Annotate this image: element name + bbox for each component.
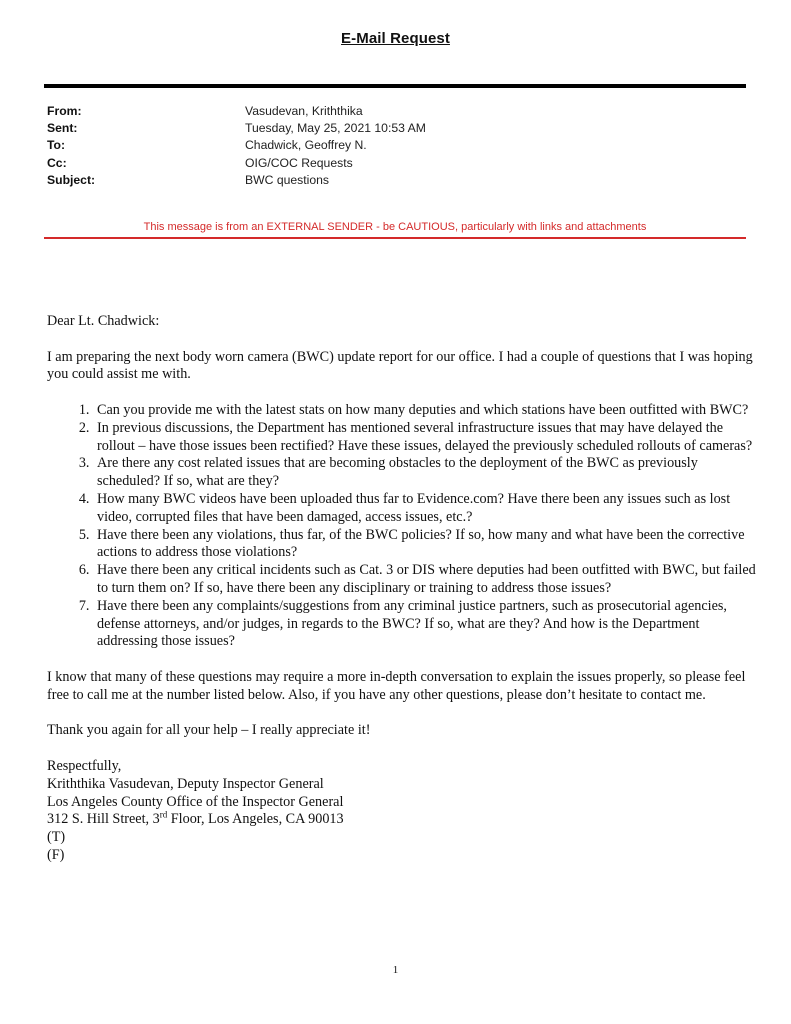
signature-salutation: Respectfully, — [47, 757, 122, 774]
thanks-line: Thank you again for all your help – I really appreciate it! — [47, 722, 371, 739]
signature-office: Los Angeles County Office of the Inspector General — [47, 793, 344, 810]
page-number: 1 — [392, 964, 399, 976]
question-item: 2. In previous discussions, the Department has mentioned several infrastructure issues that may have delayed the rollout – have those issues been rectified? Have these issues, delayed the previously scheduled rollouts of cameras? — [93, 420, 757, 456]
header-divider — [44, 84, 746, 88]
address-ordinal: rd — [159, 809, 168, 820]
sent-row — [47, 120, 747, 137]
question-item: 7. Have there been any complaints/suggestions from any criminal justice partners, such as prosecutorial agencies, defense attorneys, and/or judges, in regards to the BWC? If so, what are they? And how is the Department addressing those issues? — [93, 598, 757, 651]
sent-label: Sent: — [47, 121, 78, 136]
question-item: 1. Can you provide me with the latest stats on how many deputies and which stations have been outfitted with BWC? — [93, 402, 757, 420]
subject-row — [47, 172, 747, 189]
cc-value: OIG/COC Requests — [245, 155, 353, 170]
address-part: 312 S. Hill Street, 3 — [47, 811, 160, 828]
signature-block — [47, 758, 757, 865]
warning-divider — [44, 237, 746, 239]
document-title: E-Mail Request — [341, 30, 450, 47]
cc-row — [47, 155, 747, 172]
to-label: To: — [47, 138, 66, 153]
question-item: 5. Have there been any violations, thus far, of the BWC policies? If so, how many and what have been the corrective actions to address those violations? — [93, 527, 757, 563]
question-item: 4. How many BWC videos have been uploaded thus far to Evidence.com? Have there been any issues such as lost video, corrupted files that have been damaged, access issues, etc.? — [93, 491, 757, 527]
email-headers — [47, 103, 747, 189]
question-item: 3. Are there any cost related issues that are becoming obstacles to the deployment of the BWC as previously scheduled? If so, what are they? — [93, 455, 757, 491]
subject-label: Subject: — [47, 172, 96, 187]
greeting: Dear Lt. Chadwick: — [47, 313, 160, 329]
from-label: From: — [47, 104, 82, 118]
address-part: Floor, Los Angeles, CA 90013 — [167, 811, 344, 828]
from-row — [47, 103, 747, 120]
signature-fax: (F) — [47, 846, 65, 863]
signature-address — [47, 811, 757, 829]
questions-list — [47, 402, 757, 651]
intro-paragraph: I am preparing the next body worn camera (BWC) update report for our office. I had a couple of questions that I was hoping you could assist me with. — [47, 348, 753, 383]
from-value: Vasudevan, Kriththika — [245, 104, 363, 118]
email-body — [47, 313, 757, 865]
closing-paragraph: I know that many of these questions may require a more in-depth conversation to explain the issues properly, so please feel free to call me at the number listed below. Also, if you have any other questions, please don’t hesitate to contact me. — [47, 668, 746, 703]
sent-value: Tuesday, May 25, 2021 10:53 AM — [245, 121, 426, 136]
to-value: Chadwick, Geoffrey N. — [245, 138, 367, 153]
to-row — [47, 137, 747, 154]
subject-value: BWC questions — [245, 172, 329, 187]
signature-phone: (T) — [47, 829, 66, 846]
question-item: 6. Have there been any critical incidents such as Cat. 3 or DIS where deputies had been outfitted with BWC, but failed to turn them on? If so, have there been any disciplinary or training to address those issues? — [93, 562, 757, 598]
signature-name-title: Kriththika Vasudevan, Deputy Inspector General — [47, 775, 324, 792]
cc-label: Cc: — [47, 155, 67, 170]
external-sender-warning: This message is from an EXTERNAL SENDER - be CAUTIOUS, particularly with links and attachments — [143, 221, 647, 233]
